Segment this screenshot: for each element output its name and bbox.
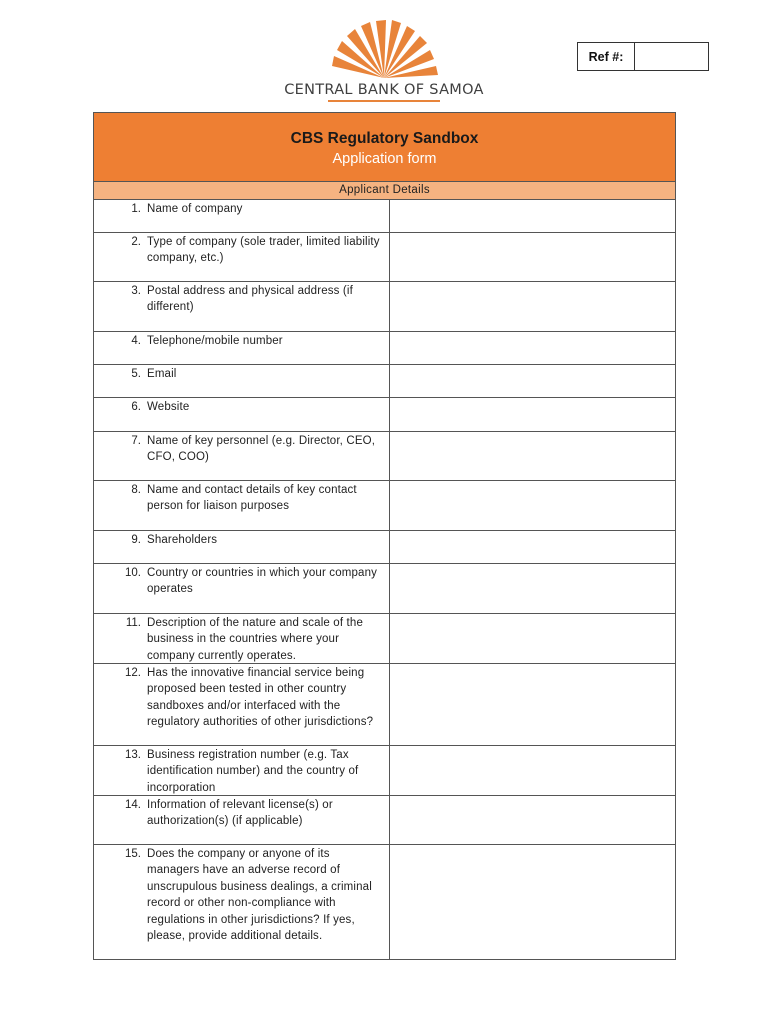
ref-number-box <box>577 42 709 71</box>
answer-field[interactable] <box>390 365 675 397</box>
answer-field[interactable] <box>390 282 675 331</box>
logo-underline <box>328 100 440 102</box>
ref-number-field[interactable] <box>635 43 708 70</box>
form-row <box>94 745 675 795</box>
answer-field[interactable] <box>390 845 675 959</box>
ref-label: Ref #: <box>578 43 635 70</box>
question-text: Name of key personnel (e.g. Director, CEO, CFO, COO) <box>147 435 376 464</box>
question-cell <box>94 233 390 281</box>
question-text: Website <box>147 401 190 413</box>
answer-field[interactable] <box>390 481 675 530</box>
question-cell <box>94 432 390 480</box>
answer-field[interactable] <box>390 332 675 364</box>
form-row <box>94 281 675 331</box>
form-row <box>94 844 675 959</box>
form-row <box>94 331 675 364</box>
question-number: 6. <box>131 401 141 413</box>
form-row <box>94 530 675 563</box>
answer-field[interactable] <box>390 746 675 795</box>
question-number: 1. <box>131 203 141 215</box>
answer-field[interactable] <box>390 233 675 281</box>
section-applicant-details: Applicant Details <box>94 181 675 199</box>
answer-field[interactable] <box>390 796 675 844</box>
question-text: Telephone/mobile number <box>147 335 283 347</box>
question-text: Information of relevant license(s) or authorization(s) (if applicable) <box>147 799 333 828</box>
question-cell <box>94 282 390 331</box>
form-row <box>94 563 675 613</box>
form-row <box>94 663 675 745</box>
question-cell <box>94 845 390 959</box>
form-row <box>94 232 675 281</box>
question-text: Business registration number (e.g. Tax identification number) and the country of incorporation <box>147 749 359 794</box>
question-cell <box>94 564 390 613</box>
question-cell <box>94 614 390 663</box>
answer-field[interactable] <box>390 432 675 480</box>
question-cell <box>94 200 390 232</box>
form-row <box>94 397 675 431</box>
form-row <box>94 480 675 530</box>
question-text: Has the innovative financial service being proposed been tested in other country sandboxes and/or interfaced with the regulatory authorities of other jurisdictions? <box>147 667 374 729</box>
answer-field[interactable] <box>390 614 675 663</box>
answer-field[interactable] <box>390 664 675 745</box>
question-cell <box>94 531 390 563</box>
question-number: 2. <box>131 236 141 248</box>
question-cell <box>94 481 390 530</box>
answer-field[interactable] <box>390 398 675 431</box>
question-text: Does the company or anyone of its managers have an adverse record of unscrupulous business dealings, a criminal record or other non-compliance with regulations in other jurisdictions? If yes, please, provide additional details. <box>147 848 372 943</box>
question-number: 7. <box>131 435 141 447</box>
question-number: 4. <box>131 335 141 347</box>
question-cell <box>94 664 390 745</box>
question-text: Description of the nature and scale of the business in the countries where your company currently operates. <box>147 617 363 662</box>
logo-text: CENTRAL BANK OF SAMOA <box>284 82 484 98</box>
question-text: Name of company <box>147 203 243 215</box>
form-row <box>94 364 675 397</box>
question-text: Shareholders <box>147 534 218 546</box>
form-subtitle: Application form <box>332 151 437 167</box>
answer-field[interactable] <box>390 531 675 563</box>
question-cell <box>94 746 390 795</box>
question-cell <box>94 796 390 844</box>
question-cell <box>94 365 390 397</box>
question-number: 12. <box>125 667 141 679</box>
application-form <box>93 112 676 960</box>
question-text: Name and contact details of key contact person for liaison purposes <box>147 484 357 513</box>
question-number: 10. <box>125 567 141 579</box>
form-title: CBS Regulatory Sandbox <box>290 130 479 147</box>
question-number: 8. <box>131 484 141 496</box>
question-cell <box>94 398 390 431</box>
question-number: 15. <box>125 848 141 860</box>
question-number: 5. <box>131 368 141 380</box>
question-number: 9. <box>131 534 141 546</box>
form-header <box>94 113 675 181</box>
question-text: Postal address and physical address (if different) <box>147 285 353 314</box>
sunburst-logo-icon <box>328 20 440 82</box>
form-row <box>94 795 675 844</box>
form-row <box>94 199 675 232</box>
question-text: Email <box>147 368 177 380</box>
question-number: 3. <box>131 285 141 297</box>
form-row <box>94 613 675 663</box>
answer-field[interactable] <box>390 200 675 232</box>
answer-field[interactable] <box>390 564 675 613</box>
question-number: 11. <box>125 617 141 629</box>
question-cell <box>94 332 390 364</box>
question-number: 14. <box>125 799 141 811</box>
form-row <box>94 431 675 480</box>
question-text: Type of company (sole trader, limited liability company, etc.) <box>147 236 380 265</box>
question-text: Country or countries in which your company operates <box>147 567 378 596</box>
question-number: 13. <box>125 749 141 761</box>
central-bank-logo <box>284 20 484 110</box>
